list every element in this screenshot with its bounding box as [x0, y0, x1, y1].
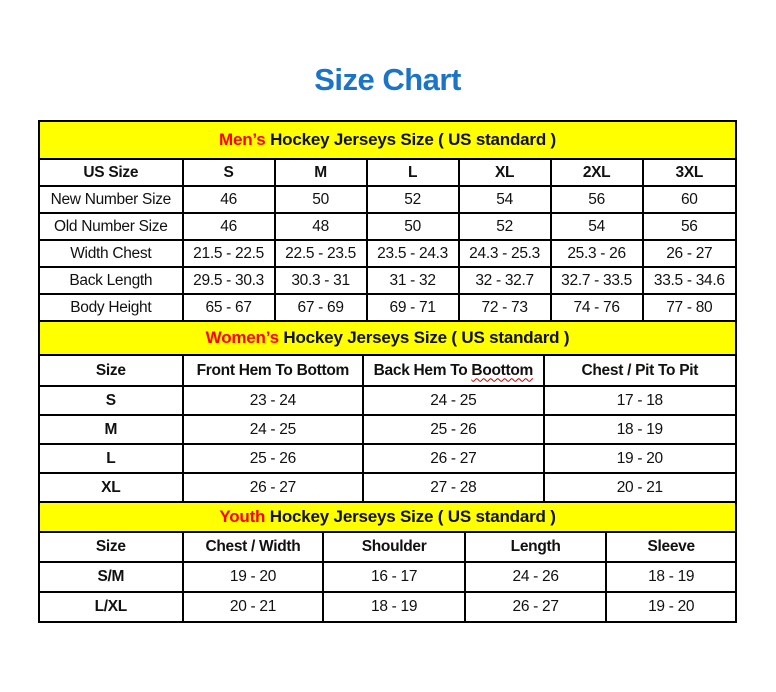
column-header: S	[183, 159, 275, 186]
table-cell: 23 - 24	[183, 386, 364, 415]
table-row	[39, 386, 736, 415]
youth-size-table	[38, 501, 737, 623]
table-cell: 25.3 - 26	[551, 240, 643, 267]
table-cell: 31 - 32	[367, 267, 459, 294]
womens-section-banner	[39, 321, 736, 355]
table-cell: 16 - 17	[323, 562, 464, 592]
banner-text: Hockey Jerseys Size ( US standard )	[265, 507, 556, 526]
table-cell: 67 - 69	[275, 294, 367, 321]
row-label: M	[39, 415, 183, 444]
table-cell: 27 - 28	[363, 473, 544, 502]
table-cell: 24 - 26	[465, 562, 606, 592]
table-cell: 29.5 - 30.3	[183, 267, 275, 294]
column-header: 3XL	[643, 159, 736, 186]
table-row	[39, 294, 736, 321]
table-cell: 24 - 25	[363, 386, 544, 415]
size-chart-tables	[38, 120, 737, 623]
column-header: M	[275, 159, 367, 186]
table-cell: 26 - 27	[465, 592, 606, 622]
table-cell: 21.5 - 22.5	[183, 240, 275, 267]
youth-section-banner	[39, 502, 736, 532]
table-cell: 23.5 - 24.3	[367, 240, 459, 267]
table-cell: 50	[367, 213, 459, 240]
table-cell: 48	[275, 213, 367, 240]
column-header: Chest / Width	[183, 532, 324, 562]
column-header: Shoulder	[323, 532, 464, 562]
table-cell: 52	[459, 213, 551, 240]
table-row	[39, 213, 736, 240]
table-cell: 30.3 - 31	[275, 267, 367, 294]
column-header: Front Hem To Bottom	[183, 355, 364, 386]
banner-text: Hockey Jerseys Size ( US standard )	[265, 130, 556, 149]
table-cell: 18 - 19	[606, 562, 736, 592]
column-header: Size	[39, 355, 183, 386]
table-cell: 32.7 - 33.5	[551, 267, 643, 294]
mens-size-table	[38, 120, 737, 322]
table-cell: 72 - 73	[459, 294, 551, 321]
column-header: Length	[465, 532, 606, 562]
table-cell: 52	[367, 186, 459, 213]
banner-highlight: Youth	[219, 507, 266, 526]
table-row	[39, 240, 736, 267]
column-header: US Size	[39, 159, 183, 186]
row-label: Width Chest	[39, 240, 183, 267]
table-row	[39, 592, 736, 622]
column-header: Sleeve	[606, 532, 736, 562]
table-cell: 74 - 76	[551, 294, 643, 321]
table-cell: 18 - 19	[544, 415, 736, 444]
column-header: XL	[459, 159, 551, 186]
banner-highlight: Men’s	[219, 130, 266, 149]
banner-highlight: Women’s	[205, 328, 279, 347]
table-cell: 54	[551, 213, 643, 240]
row-label: L/XL	[39, 592, 183, 622]
table-row	[39, 186, 736, 213]
table-row	[39, 415, 736, 444]
column-header: 2XL	[551, 159, 643, 186]
table-cell: 56	[551, 186, 643, 213]
misspelled-word: Boottom	[471, 361, 534, 379]
table-cell: 65 - 67	[183, 294, 275, 321]
row-label: New Number Size	[39, 186, 183, 213]
table-cell: 19 - 20	[183, 562, 324, 592]
table-row	[39, 267, 736, 294]
table-cell: 24.3 - 25.3	[459, 240, 551, 267]
table-cell: 54	[459, 186, 551, 213]
column-header: L	[367, 159, 459, 186]
table-cell: 17 - 18	[544, 386, 736, 415]
row-label: S/M	[39, 562, 183, 592]
column-header: Back Hem To Boottom	[363, 355, 544, 386]
table-cell: 22.5 - 23.5	[275, 240, 367, 267]
table-cell: 26 - 27	[183, 473, 364, 502]
table-row	[39, 444, 736, 473]
womens-size-table	[38, 320, 737, 503]
table-cell: 26 - 27	[363, 444, 544, 473]
table-cell: 46	[183, 186, 275, 213]
banner-text: Hockey Jerseys Size ( US standard )	[278, 328, 570, 347]
size-chart-title: Size Chart	[314, 62, 461, 97]
table-cell: 77 - 80	[643, 294, 736, 321]
table-cell: 18 - 19	[323, 592, 464, 622]
table-cell: 24 - 25	[183, 415, 364, 444]
row-label: Old Number Size	[39, 213, 183, 240]
row-label: XL	[39, 473, 183, 502]
table-cell: 26 - 27	[643, 240, 736, 267]
table-cell: 19 - 20	[606, 592, 736, 622]
table-cell: 56	[643, 213, 736, 240]
table-cell: 25 - 26	[183, 444, 364, 473]
table-row	[39, 473, 736, 502]
column-header: Chest / Pit To Pit	[544, 355, 736, 386]
table-cell: 32 - 32.7	[459, 267, 551, 294]
mens-section-banner	[39, 121, 736, 159]
row-label: Body Height	[39, 294, 183, 321]
table-row	[39, 562, 736, 592]
row-label: S	[39, 386, 183, 415]
row-label: Back Length	[39, 267, 183, 294]
table-cell: 20 - 21	[183, 592, 324, 622]
table-cell: 46	[183, 213, 275, 240]
row-label: L	[39, 444, 183, 473]
table-cell: 19 - 20	[544, 444, 736, 473]
table-cell: 50	[275, 186, 367, 213]
table-cell: 60	[643, 186, 736, 213]
table-cell: 25 - 26	[363, 415, 544, 444]
column-header: Size	[39, 532, 183, 562]
table-cell: 69 - 71	[367, 294, 459, 321]
table-cell: 20 - 21	[544, 473, 736, 502]
table-cell: 33.5 - 34.6	[643, 267, 736, 294]
